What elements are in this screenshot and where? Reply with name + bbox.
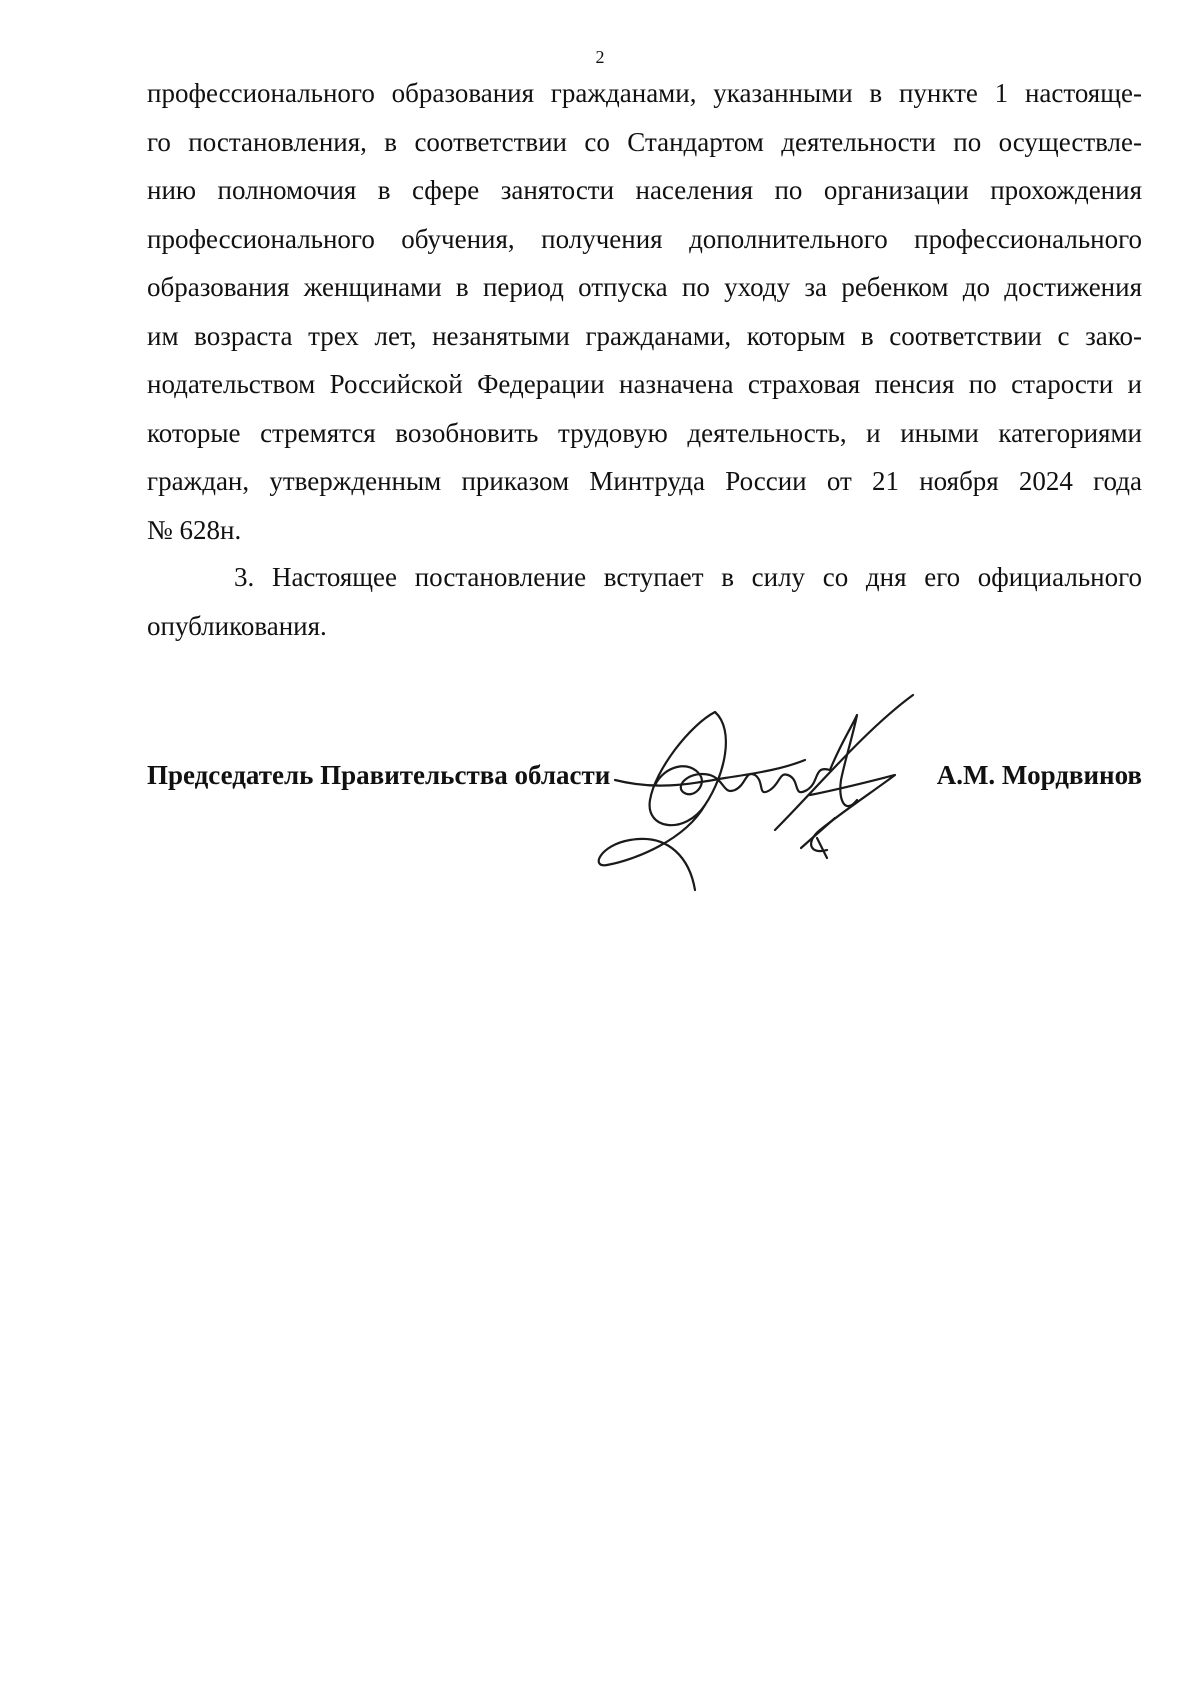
text-line: профессионального обучения, получения дополнительного профессионального bbox=[147, 223, 1142, 254]
text-line: которые стремятся возобновить трудовую деятельность, и иными категориями bbox=[147, 417, 1142, 448]
text-line: нию полномочия в сфере занятости населения по организации прохождения bbox=[147, 175, 1142, 205]
text-line: профессионального образования гражданами, указанными в пункте 1 настояще- bbox=[147, 78, 1142, 108]
text-line: № 628н. bbox=[147, 514, 242, 545]
text-line: опубликования. bbox=[147, 610, 327, 641]
signatory-name: А.М. Мордвинов bbox=[936, 760, 1142, 790]
paragraph-1 bbox=[147, 69, 1142, 554]
text-line: образования женщинами в период отпуска по уходу за ребенком до достижения bbox=[147, 272, 1142, 302]
signatory-title: Председатель Правительства области bbox=[147, 760, 611, 790]
paragraph-2 bbox=[147, 553, 1142, 650]
text-line: нодательством Российской Федерации назначена страховая пенсия по старости и bbox=[147, 369, 1142, 399]
text-line: граждан, утвержденным приказом Минтруда России от 21 ноября 2024 года bbox=[147, 466, 1142, 496]
text-line: 3. Настоящее постановление вступает в силу со дня его официального bbox=[234, 562, 1142, 592]
text-line: го постановления, в соответствии со Стандартом деятельности по осуществле- bbox=[147, 126, 1142, 157]
text-line: им возраста трех лет, незанятыми гражданами, которым в соответствии с зако- bbox=[147, 320, 1142, 351]
page-number: 2 bbox=[595, 47, 605, 67]
handwritten-signature bbox=[595, 690, 945, 895]
